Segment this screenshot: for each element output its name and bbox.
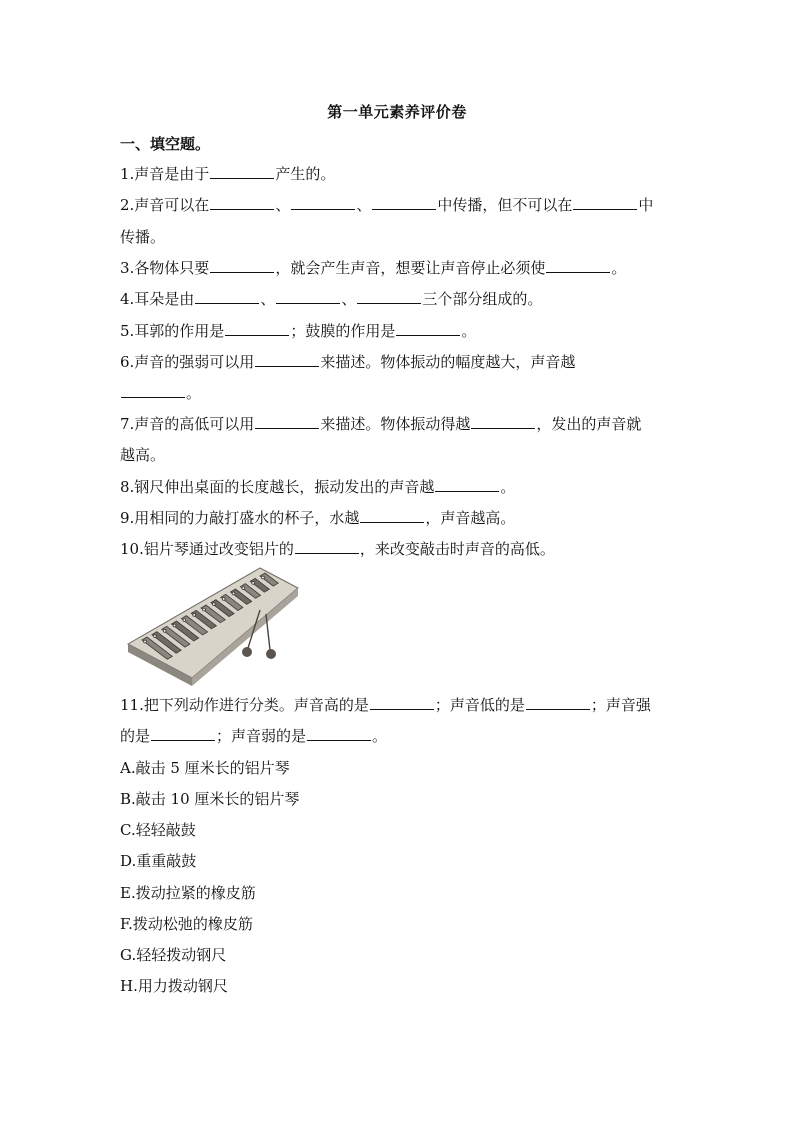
option-g: G.轻轻拨动钢尺	[120, 946, 227, 964]
answer-blank[interactable]	[255, 352, 319, 367]
section-heading: 一、填空题。	[120, 135, 211, 153]
answer-blank[interactable]	[121, 383, 185, 398]
bar-pin	[242, 587, 245, 590]
answer-blank[interactable]	[357, 289, 421, 304]
option-d: D.重重敲鼓	[120, 852, 197, 870]
question-9: 9.用相同的力敲打盛水的杯子，水越 ，声音越高。	[120, 509, 516, 527]
answer-blank[interactable]	[291, 195, 355, 210]
answer-blank[interactable]	[360, 508, 424, 523]
question-2-cont: 传播。	[120, 228, 166, 246]
answer-blank[interactable]	[210, 195, 274, 210]
answer-blank[interactable]	[225, 321, 289, 336]
bar-pin	[232, 592, 235, 595]
bar-pin	[203, 608, 206, 611]
question-4: 4.耳朵是由 、 、 三个部分组成的。	[120, 290, 543, 308]
bar-pin	[144, 640, 147, 643]
page-title: 第一单元素养评价卷	[327, 103, 467, 121]
answer-blank[interactable]	[372, 195, 436, 210]
bar-pin	[183, 619, 186, 622]
answer-blank[interactable]	[195, 289, 259, 304]
answer-blank[interactable]	[471, 414, 535, 429]
option-f: F.拨动松弛的橡皮筋	[120, 915, 253, 933]
bar-pin	[153, 635, 156, 638]
answer-blank[interactable]	[573, 195, 637, 210]
answer-blank[interactable]	[435, 477, 499, 492]
option-c: C.轻轻敲鼓	[120, 821, 196, 839]
question-3: 3.各物体只要 ，就会产生声音，想要让声音停止必须使 。	[120, 259, 627, 277]
option-a: A.敲击 5 厘米长的铝片琴	[120, 759, 290, 777]
question-11: 11.把下列动作进行分类。声音高的是 ；声音低的是 ；声音强	[120, 696, 651, 714]
question-7: 7.声音的高低可以用 来描述。物体振动得越 ，发出的声音就	[120, 415, 642, 433]
bar-pin	[252, 581, 255, 584]
answer-blank[interactable]	[295, 539, 359, 554]
option-b: B.敲击 10 厘米长的铝片琴	[120, 790, 300, 808]
answer-blank[interactable]	[151, 726, 215, 741]
question-11-cont: 的是 ；声音弱的是 。	[120, 727, 388, 745]
question-6-cont: 。	[120, 382, 680, 404]
answer-blank[interactable]	[370, 695, 434, 710]
question-7-cont: 越高。	[120, 446, 166, 464]
question-10: 10.铝片琴通过改变铝片的 ，来改变敲击时声音的高低。	[120, 540, 555, 558]
bar-pin	[173, 624, 176, 627]
question-8: 8.钢尺伸出桌面的长度越长，振动发出的声音越 。	[120, 478, 516, 496]
answer-blank[interactable]	[210, 258, 274, 273]
question-2: 2.声音可以在 、 、 中传播，但不可以在 中	[120, 196, 654, 214]
option-e: E.拨动拉紧的橡皮筋	[120, 884, 256, 902]
answer-blank[interactable]	[546, 258, 610, 273]
option-h: H.用力拨动钢尺	[120, 977, 228, 995]
bar-pin	[212, 603, 215, 606]
answer-blank[interactable]	[276, 289, 340, 304]
question-1: 1.声音是由于 产生的。	[120, 165, 336, 183]
bar-pin	[163, 629, 166, 632]
bar-pin	[222, 597, 225, 600]
answer-blank[interactable]	[210, 164, 274, 179]
bar-pin	[262, 576, 265, 579]
answer-blank[interactable]	[255, 414, 319, 429]
answer-blank[interactable]	[307, 726, 371, 741]
xylophone-image	[120, 562, 304, 688]
answer-blank[interactable]	[396, 321, 460, 336]
question-6: 6.声音的强弱可以用 来描述。物体振动的幅度越大，声音越	[120, 353, 576, 371]
answer-blank[interactable]	[526, 695, 590, 710]
question-5: 5.耳郭的作用是 ；鼓膜的作用是 。	[120, 322, 477, 340]
bar-pin	[193, 613, 196, 616]
